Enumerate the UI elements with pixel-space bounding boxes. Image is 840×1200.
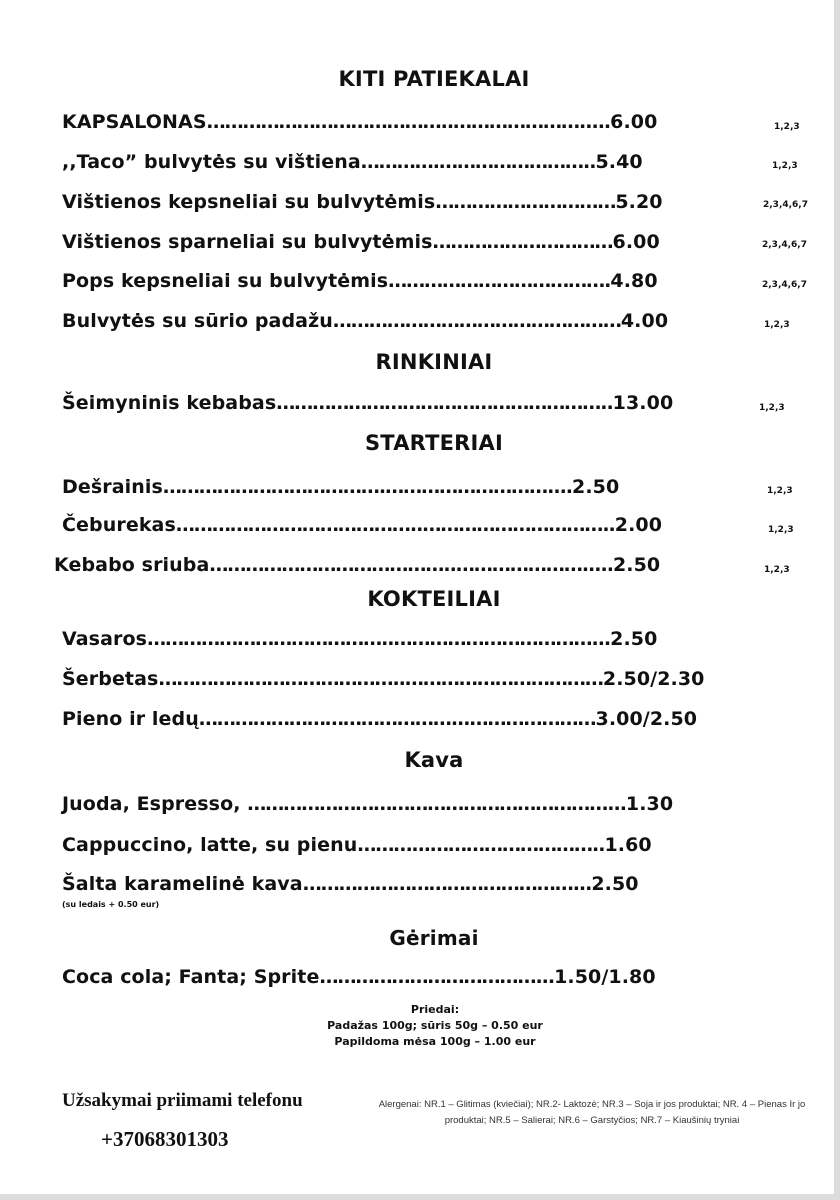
menu-item bbox=[62, 834, 652, 856]
item-dots: ………………………………………… bbox=[332, 310, 621, 332]
section-heading-starteriai: STARTERIAI bbox=[364, 431, 504, 455]
section-heading-kokteiliai: KOKTEILIAI bbox=[367, 587, 501, 611]
item-name: Bulvytės su sūrio padažu bbox=[62, 310, 333, 332]
item-allergens: 1,2,3 bbox=[772, 161, 798, 171]
menu-item bbox=[62, 111, 657, 133]
order-text: Užsakymai priimami telefonu bbox=[62, 1090, 303, 1111]
item-dots: ………………………… bbox=[432, 231, 613, 253]
item-price: 4.80 bbox=[610, 270, 658, 292]
item-dots: …………………………………..…………………..... bbox=[209, 554, 613, 576]
item-dots: ……………………………….……………………….... bbox=[162, 476, 573, 498]
extras-line: Padažas 100g; sūris 50g – 0.50 eur bbox=[327, 1019, 543, 1032]
item-price: 2.50 bbox=[572, 476, 620, 498]
item-allergens: 1,2,3 bbox=[764, 565, 790, 575]
item-dots: …………………………………..…………………………… bbox=[158, 668, 603, 690]
item-allergens: 1,2,3 bbox=[767, 486, 793, 496]
menu-item bbox=[62, 966, 656, 988]
item-allergens: 2,3,4,6,7 bbox=[762, 240, 807, 250]
section-heading-kava: Kava bbox=[404, 748, 464, 772]
menu-item bbox=[62, 668, 705, 690]
menu-item bbox=[62, 628, 657, 650]
item-name: Šalta karamelinė kava bbox=[62, 873, 303, 895]
section-heading-rinkiniai: RINKINIAI bbox=[375, 350, 493, 374]
item-price: 2.50 bbox=[612, 554, 661, 576]
item-name: Coca cola; Fanta; Sprite bbox=[62, 966, 320, 988]
item-dots: ……………………………………...………………… bbox=[198, 708, 596, 730]
menu-item bbox=[62, 310, 668, 332]
item-name: Kebabo sriuba bbox=[54, 554, 210, 576]
item-name: Pops kepsneliai su bulvytėmis bbox=[62, 270, 389, 292]
phone-number: +37068301303 bbox=[101, 1127, 229, 1151]
item-price: 2.50 bbox=[591, 873, 639, 895]
item-allergens: 2,3,4,6,7 bbox=[763, 200, 808, 210]
item-name: Pieno ir ledų bbox=[62, 708, 199, 730]
item-dots: …………………………………..……………………………... bbox=[147, 628, 611, 650]
item-name: ,,Taco” bulvytės su vištiena bbox=[62, 151, 361, 173]
menu-item bbox=[62, 476, 619, 498]
allergen-legend: Alergenai: NR.1 – Glitimas (kviečiai); NR.2- Laktozė; NR.3 – Soja ir jos produktai; NR. 4 – Pienas Ir jo produktai; NR.5 – Salierai; NR.6 – Garstyčios; NR.7 – Kiaušinių tryniai bbox=[378, 1099, 806, 1126]
item-name: Juoda, Espresso, bbox=[62, 793, 248, 815]
item-price: 1.30 bbox=[625, 793, 674, 815]
item-name: Vištienos kepsneliai su bulvytėmis bbox=[62, 191, 436, 213]
menu-item bbox=[62, 514, 662, 536]
item-name: Šerbetas bbox=[62, 668, 159, 690]
menu-item bbox=[62, 270, 658, 292]
item-dots: …………………………………..………………………….. bbox=[175, 514, 615, 536]
item-price: 6.00 bbox=[612, 231, 660, 253]
item-allergens: 1,2,3 bbox=[764, 320, 790, 330]
menu-item bbox=[62, 392, 673, 414]
item-dots: ………………………… bbox=[435, 191, 616, 213]
item-dots: ………………………………. bbox=[388, 270, 611, 292]
item-price: 3.00/2.50 bbox=[595, 708, 698, 730]
item-price: 2.00 bbox=[614, 514, 663, 536]
menu-item bbox=[62, 151, 643, 173]
item-dots: …………………………………..…………………..... bbox=[206, 111, 611, 133]
ice-note: (su ledais + 0.50 eur) bbox=[62, 900, 160, 909]
extras-block bbox=[300, 1002, 570, 1050]
item-allergens: 1,2,3 bbox=[768, 525, 794, 535]
item-price: 1.60 bbox=[604, 834, 652, 856]
item-price: 5.20 bbox=[615, 191, 663, 213]
menu-item bbox=[62, 231, 660, 253]
item-name: Vištienos sparneliai su bulvytėmis bbox=[62, 231, 433, 253]
item-name: KAPSALONAS bbox=[62, 111, 207, 133]
item-price: 2.50 bbox=[610, 628, 658, 650]
extras-line: Papildoma mėsa 100g – 1.00 eur bbox=[334, 1035, 536, 1048]
item-dots: ………….…………………….. bbox=[360, 151, 596, 173]
item-dots: ………………………………... bbox=[319, 966, 555, 988]
item-price: 13.00 bbox=[612, 392, 674, 414]
menu-item bbox=[54, 554, 660, 576]
item-allergens: 1,2,3 bbox=[759, 403, 785, 413]
item-price: 6.00 bbox=[610, 111, 658, 133]
section-heading-kiti: KITI PATIEKALAI bbox=[338, 67, 530, 91]
item-dots: ………………………………………... bbox=[302, 873, 592, 895]
item-allergens: 2,3,4,6,7 bbox=[762, 280, 807, 290]
item-name: Vasaros bbox=[62, 628, 148, 650]
menu-item bbox=[62, 191, 663, 213]
section-heading-gerimai: Gėrimai bbox=[389, 926, 479, 950]
item-price: 1.50/1.80 bbox=[554, 966, 656, 988]
item-name: Dešrainis bbox=[62, 476, 163, 498]
item-allergens: 1,2,3 bbox=[774, 122, 800, 132]
item-dots: ………...……………………….. bbox=[357, 834, 605, 856]
item-name: Čeburekas bbox=[62, 514, 176, 536]
menu-item bbox=[62, 793, 673, 815]
item-name: Cappuccino, latte, su pienu bbox=[62, 834, 358, 856]
item-dots: ……………………………………………….. bbox=[276, 392, 613, 414]
item-name: Šeimyninis kebabas bbox=[62, 392, 277, 414]
item-price: 2.50/2.30 bbox=[602, 668, 705, 690]
menu-item bbox=[62, 708, 697, 730]
menu-item bbox=[62, 873, 639, 895]
item-dots: ……………………………………………………... bbox=[247, 793, 626, 815]
item-price: 4.00 bbox=[620, 310, 669, 332]
item-price: 5.40 bbox=[595, 151, 643, 173]
extras-title: Priedai: bbox=[410, 1003, 460, 1016]
